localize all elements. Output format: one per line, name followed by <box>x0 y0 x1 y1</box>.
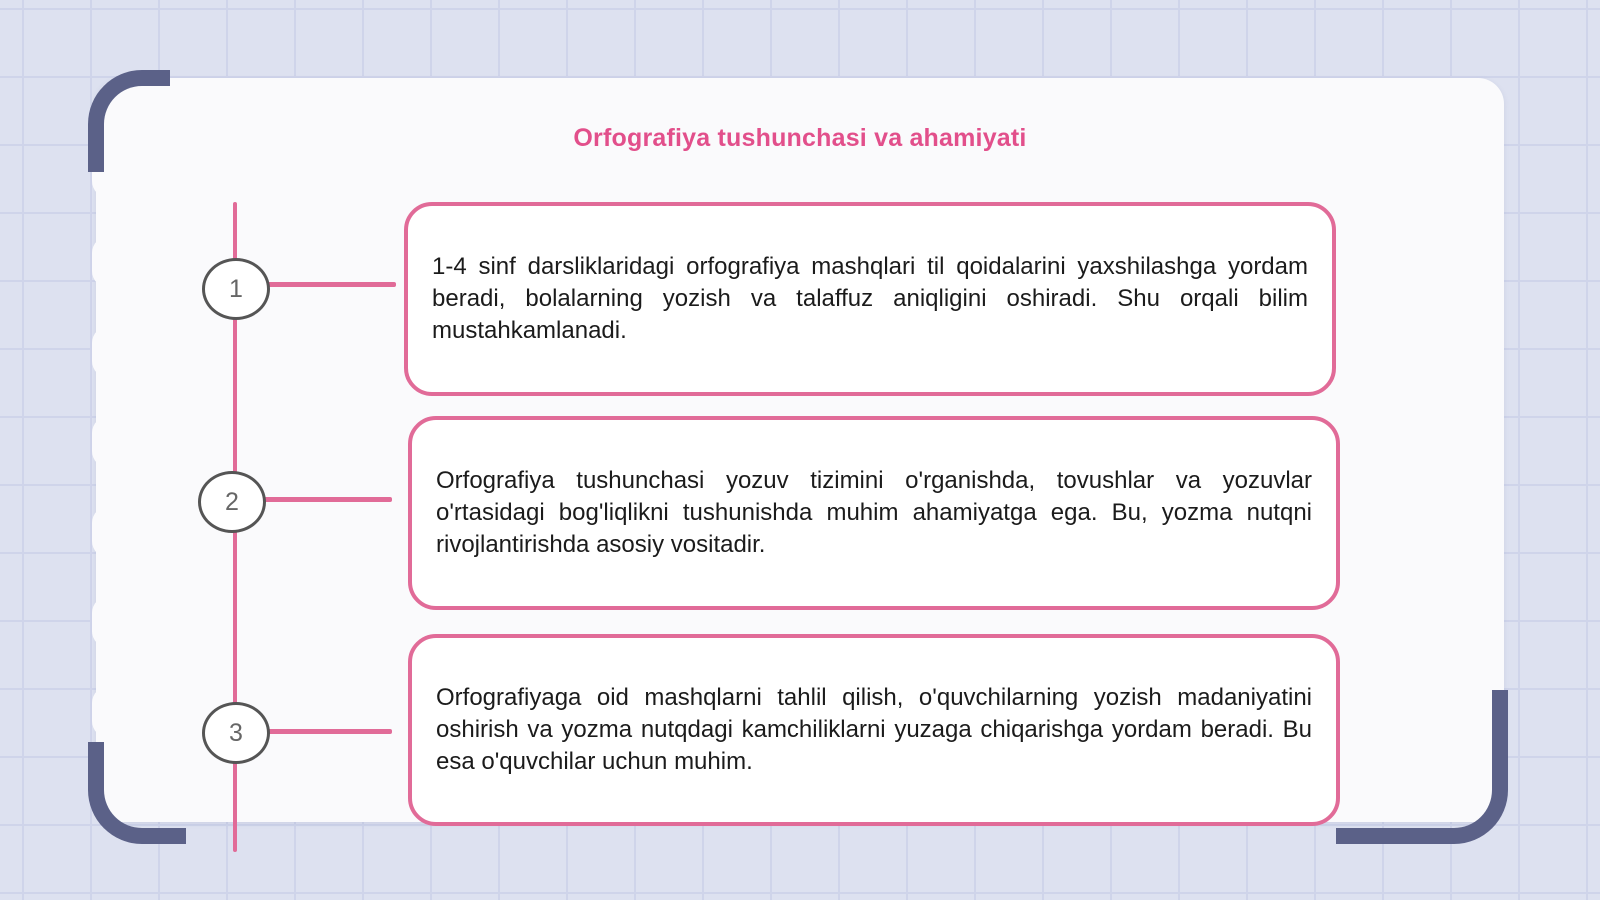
paper-scallop <box>92 416 126 468</box>
paper-scallop <box>92 686 126 738</box>
corner-bracket-top-left <box>88 70 170 172</box>
timeline-marker-3: 3 <box>202 702 270 764</box>
timeline-connector-3 <box>266 729 392 734</box>
info-card-2 <box>408 416 1340 610</box>
info-card-text-2: Orfografiya tushunchasi yozuv tizimini o'rganishda, tovushlar va yozuvlar o'rtasidagi bog'liqlikni tushunishda muhim ahamiyatga ega. Bu, yozma nutqni rivojlantirishda asosiy vositadir. <box>436 467 1312 558</box>
info-card-text-1: 1-4 sinf darsliklaridagi orfografiya mashqlari til qoidalarini yaxshilashga yordam beradi, bolalarning yozish va talaffuz aniqligini oshiradi. Shu orqali bilim mustahkamlanadi. <box>432 253 1308 344</box>
corner-bracket-bottom-right <box>1336 690 1508 844</box>
info-card-1 <box>404 202 1336 396</box>
info-card-text-3: Orfografiyaga oid mashqlarni tahlil qilish, o'quvchilarning yozish madaniyatini oshirish va yozma nutqdagi kamchiliklarni yuzaga chiqarishga yordam beradi. Bu esa o'quvchilar uchun muhim. <box>436 684 1312 775</box>
info-card-3 <box>408 634 1340 826</box>
timeline-connector-1 <box>266 282 396 287</box>
paper-scallop <box>92 596 126 648</box>
slide-title: Orfografiya tushunchasi va ahamiyati <box>573 124 1027 152</box>
timeline-marker-2: 2 <box>198 471 266 533</box>
paper-scallop <box>92 326 126 378</box>
paper-scallop <box>92 236 126 288</box>
timeline-marker-1: 1 <box>202 258 270 320</box>
corner-bracket-bottom-left <box>88 742 186 844</box>
timeline-connector-2 <box>262 497 392 502</box>
paper-scallop <box>92 506 126 558</box>
